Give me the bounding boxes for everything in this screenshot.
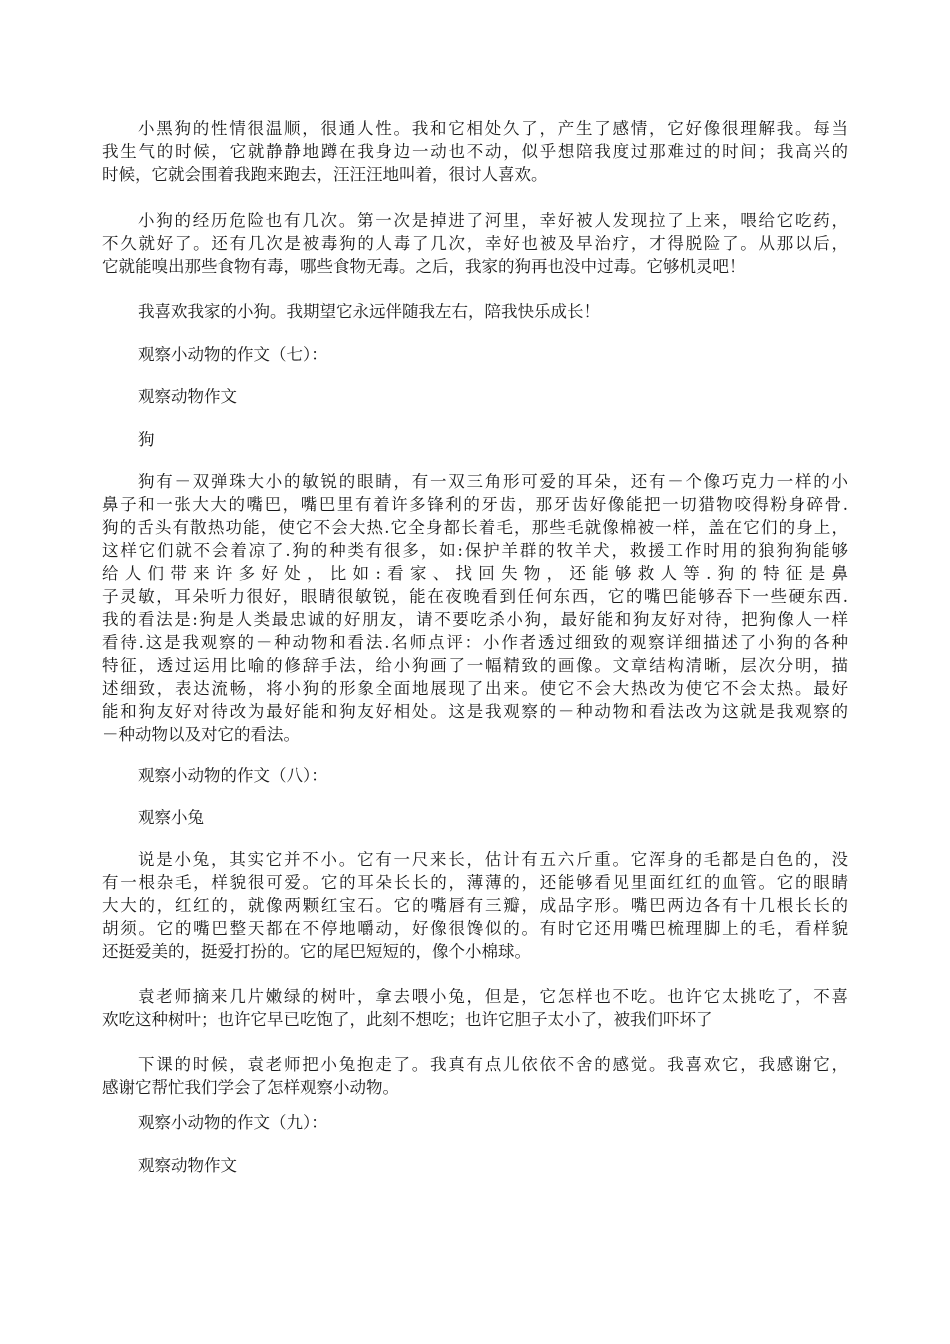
paragraph-line: 观察小兔 (138, 808, 204, 827)
paragraph (102, 985, 848, 1031)
paragraph-line: 胡须。它的嘴巴整天都在不停地嚼动，好像很馋似的。有时它还用嘴巴梳理脚上的毛，看样貌 (102, 919, 848, 938)
paragraph-line: 下课的时候，袁老师把小兔抱走了。我真有点儿依依不舍的感觉。我喜欢它，我感谢它， (138, 1055, 848, 1074)
paragraph-line: 观察动物作文 (138, 387, 237, 406)
paragraph (102, 470, 848, 746)
paragraph (102, 764, 848, 787)
paragraph-line: 时候，它就会围着我跑来跑去，汪汪汪地叫着，很讨人喜欢。 (102, 165, 548, 184)
paragraph (102, 1053, 848, 1099)
paragraph-line: 这样它们就不会着凉了.狗的种类有很多，如:保护羊群的牧羊犬，救援工作时用的狼狗狗能够 (102, 541, 848, 560)
paragraph (102, 1111, 848, 1134)
paragraph-line: 还挺爱美的，挺爱打扮的。它的尾巴短短的，像个小棉球。 (102, 942, 531, 961)
paragraph (102, 343, 848, 366)
paragraph-line: 我喜欢我家的小狗。我期望它永远伴随我左右，陪我快乐成长！ (138, 302, 600, 321)
paragraph-line: 小黑狗的性情很温顺，很通人性。我和它相处久了，产生了感情，它好像很理解我。每当 (138, 119, 848, 138)
paragraph-line: 子灵敏，耳朵听力很好，眼睛很敏锐，能在夜晚看到任何东西，它的嘴巴能够吞下一些硬东西. (102, 587, 848, 606)
paragraph-line: －种动物以及对它的看法。 (102, 725, 300, 744)
paragraph (102, 806, 848, 829)
paragraph-line: 观察小动物的作文（八）： (138, 766, 328, 785)
paragraph-line: 鼻子和一张大大的嘴巴，嘴巴里有着许多锋利的牙齿，那牙齿好像能把一切猎物咬得粉身碎骨. (102, 495, 848, 514)
paragraph-line: 狗 (138, 430, 155, 449)
paragraph-line: 我的看法是:狗是人类最忠诚的好朋友，请不要吃杀小狗，最好能和狗友好对待，把狗像人一样 (102, 610, 848, 629)
paragraph-line: 我生气的时候，它就静静地蹲在我身边一动也不动，似乎想陪我度过那难过的时间；我高兴的 (102, 142, 848, 161)
paragraph-line: 有一根杂毛，样貌很可爱。它的耳朵长长的，薄薄的，还能够看见里面红红的血管。它的眼睛 (102, 873, 848, 892)
paragraph-line: 观察动物作文 (138, 1156, 237, 1175)
paragraph (102, 1154, 848, 1177)
paragraph-line: 欢吃这种树叶；也许它早已吃饱了，此刻不想吃；也许它胆子太小了，被我们吓坏了 (102, 1010, 713, 1029)
paragraph-line: 观察小动物的作文（七）： (138, 345, 328, 364)
paragraph (102, 848, 848, 963)
paragraph (102, 385, 848, 408)
paragraph-line: 特征，透过运用比喻的修辞手法，给小狗画了一幅精致的画像。文章结构清晰，层次分明，描 (102, 656, 848, 675)
paragraph-line: 述细致，表达流畅，将小狗的形象全面地展现了出来。使它不会大热改为使它不会太热。最好 (102, 679, 848, 698)
paragraph-line: 能和狗友好对待改为最好能和狗友好相处。这是我观察的－种动物和看法改为这就是我观察的 (102, 702, 848, 721)
paragraph-line: 狗有－双弹珠大小的敏锐的眼睛，有一双三角形可爱的耳朵，还有－个像巧克力一样的小 (138, 472, 848, 491)
paragraph-line: 袁老师摘来几片嫩绿的树叶，拿去喂小兔，但是，它怎样也不吃。也许它太挑吃了，不喜 (138, 987, 848, 1006)
paragraph-line: 小狗的经历危险也有几次。第一次是掉进了河里，幸好被人发现拉了上来，喂给它吃药， (138, 211, 848, 230)
paragraph-line: 感谢它帮忙我们学会了怎样观察小动物。 (102, 1078, 399, 1097)
paragraph (102, 300, 848, 323)
paragraph (102, 117, 848, 186)
paragraph (102, 209, 848, 278)
paragraph-line: 说是小兔，其实它并不小。它有一尺来长，估计有五六斤重。它浑身的毛都是白色的，没 (138, 850, 848, 869)
paragraph (102, 428, 848, 451)
paragraph-line: 大大的，红红的，就像两颗红宝石。它的嘴唇有三瓣，成品字形。嘴巴两边各有十几根长长的 (102, 896, 848, 915)
paragraph-line: 看待.这是我观察的－种动物和看法.名师点评：小作者透过细致的观察详细描述了小狗的各种 (102, 633, 848, 652)
paragraph-line: 不久就好了。还有几次是被毒狗的人毒了几次，幸好也被及早治疗，才得脱险了。从那以后， (102, 234, 848, 253)
paragraph-line: 观察小动物的作文（九）： (138, 1113, 328, 1132)
paragraph-line: 狗的舌头有散热功能，使它不会大热.它全身都长着毛，那些毛就像棉被一样，盖在它们的身上， (102, 518, 848, 537)
paragraph-line: 给人们带来许多好处，比如:看家、找回失物，还能够救人等.狗的特征是鼻 (102, 564, 848, 583)
paragraph-line: 它就能嗅出那些食物有毒，哪些食物无毒。之后，我家的狗再也没中过毒。它够机灵吧！ (102, 257, 746, 276)
